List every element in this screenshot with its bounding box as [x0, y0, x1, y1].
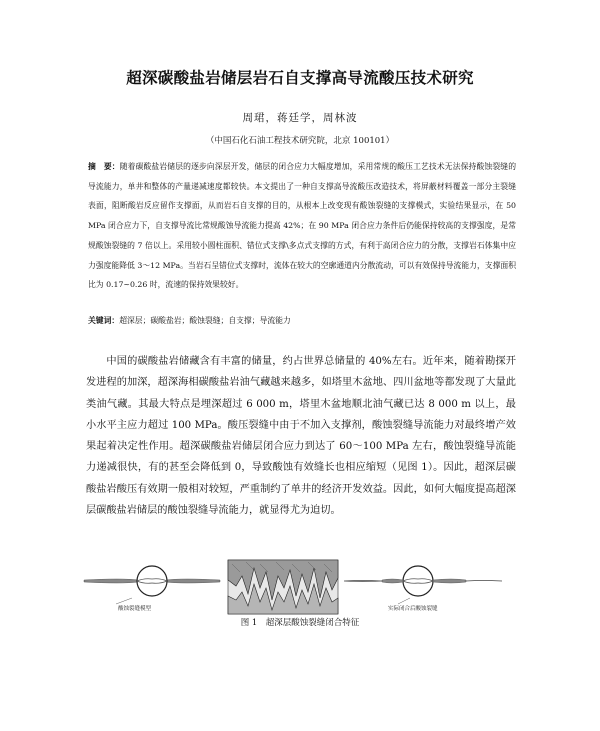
figure-middle-panel [228, 560, 338, 614]
paper-authors: 周珺，蒋廷学，周林波 [242, 112, 358, 124]
body-paragraph: 中国的碳酸盐岩储藏含有丰富的储量，约占世界总储量的 40%左右。近年来，随着勘探开发进程的加深，超深海相碳酸盐岩油气藏越来越多，如塔里木盆地、四川盆地等都发现了大量此类油气藏。其最大特点是埋深超过 6 000 m，塔里木盆地顺北油气藏已达 8 000 m 以上，最小水平主应力超过 100 MPa。酸压裂缝中由于不加入支撑剂，酸蚀裂缝导流能力对最终增产效果起着决定性作用。超深碳酸盐岩储层闭合应力到达了 60～100 MPa 左右，酸蚀裂缝导流能力递减很快，有的甚至会降低到 0，导致酸蚀有效缝长也相应缩短（见图 1）。因此，超深层碳酸盐岩酸压有效期一般相对较短，严重制约了单井的经济开发效益。因此，如何大幅度提高超深层碳酸盐岩储层的酸蚀裂缝导流能力，就显得尤为迫切。 [86, 356, 516, 517]
figure-left-panel [84, 566, 220, 612]
abstract-label: 摘 要： [88, 162, 120, 171]
paper-title: 超深碳酸盐岩储层岩石自支撑高导流酸压技术研究 [126, 69, 474, 87]
keywords [88, 314, 516, 328]
figure-1 [82, 558, 522, 618]
wellbore-circle [137, 566, 167, 596]
figure-left-label: 酸蚀裂缝模型 [118, 606, 152, 612]
figure-right-label: 实际闭合后酸蚀裂缝 [388, 606, 438, 612]
abstract [88, 157, 516, 295]
figure-caption: 图 1 超深层酸蚀裂缝闭合特征 [240, 618, 360, 628]
wellbore-circle-right [403, 566, 433, 596]
paper-affiliation: （中国石化石油工程技术研究院，北京 100101） [205, 136, 395, 146]
abstract-text: 随着碳酸盐岩储层的逐步向深层开发，储层的闭合应力大幅度增加，采用常规的酸压工艺技术无法保持酸蚀裂缝的导流能力，单井和整体的产量递减速度都较快。本文提出了一种自支撑高导流酸压改造技术，将屏蔽材料覆盖一部分主裂缝表面，阻断酸岩反应留作支撑面，从而岩石自支撑的目的，从根本上改变现有酸蚀裂缝的支撑模式，实验结果显示，在 50 MPa 闭合应力下，自支撑导流比常规酸蚀导流能力提高 42%；在 90 MPa 闭合应力条件后仍能保持较高的支撑强度，是常规酸蚀裂缝的 7 倍以上。采用较小圆柱面积、错位式支撑\多点式支撑的方式，有利于高闭合应力的分散，支撑岩石体集中应力强度能降低 3～12 MPa。当岩石呈错位式支撑时，流体在较大的空廓通道内分散流动，可以有效保持导流能力，支撑面积比为 0.17~0.26 时，流速的保持效果较好。 [88, 162, 516, 290]
keywords-text: 超深层；碳酸盐岩；酸蚀裂缝；自支撑；导流能力 [119, 316, 291, 325]
figure-right-panel [344, 566, 502, 612]
keywords-label: 关键词： [88, 316, 120, 325]
